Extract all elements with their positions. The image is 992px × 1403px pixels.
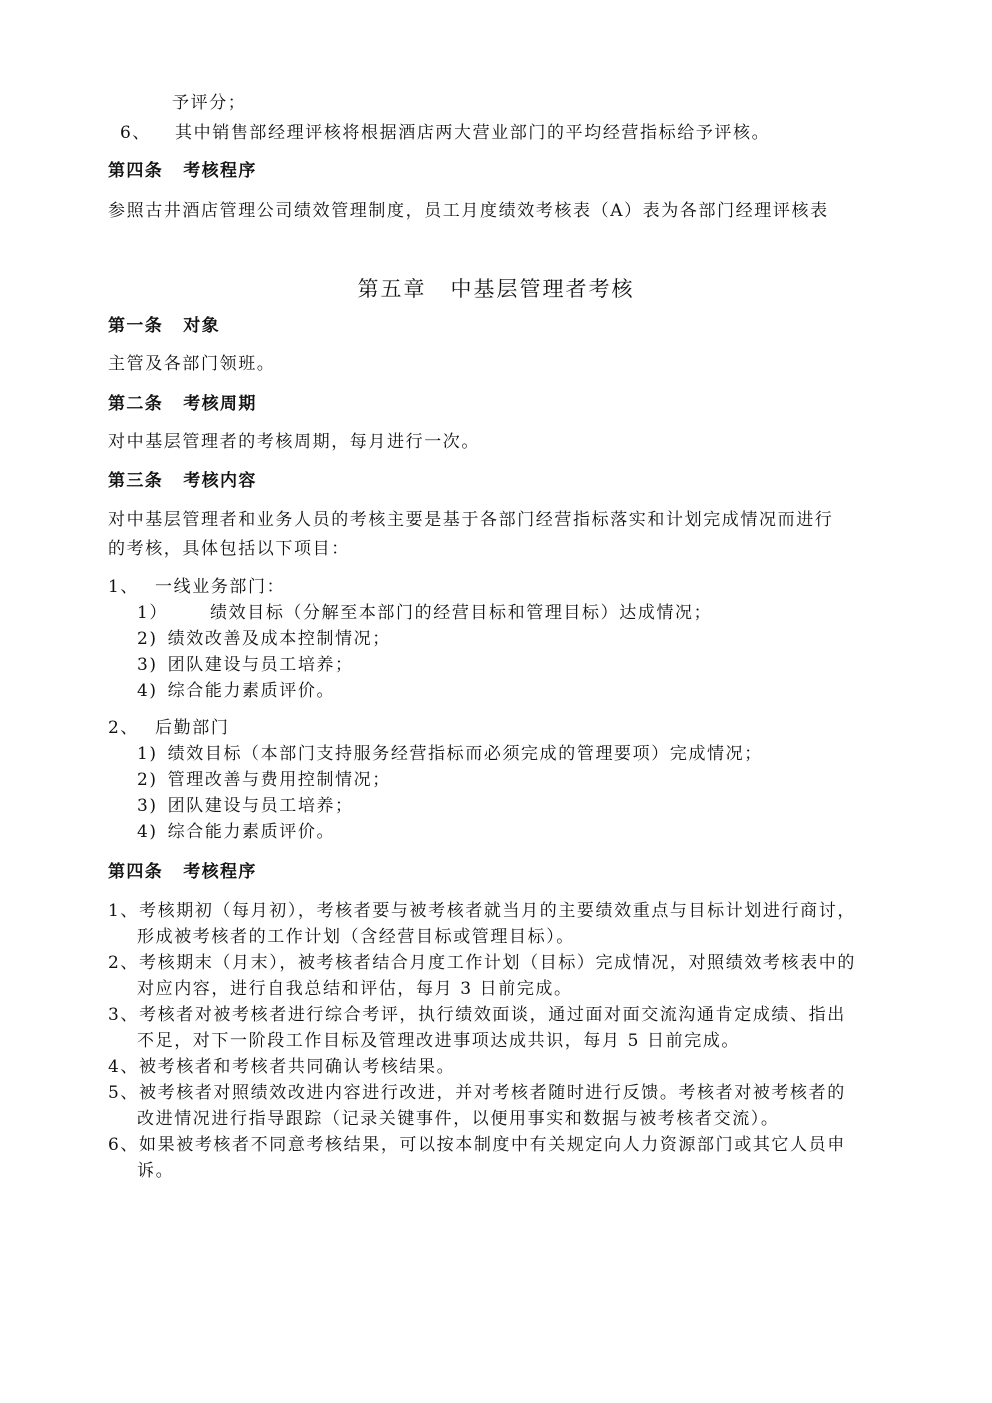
group-number: 1、 bbox=[108, 577, 140, 597]
article-title: 考核程序 bbox=[183, 161, 257, 181]
step-number: 2、 bbox=[108, 953, 140, 973]
list-item bbox=[137, 654, 354, 676]
step-number: 4、 bbox=[108, 1057, 140, 1077]
paragraph: 主管及各部门领班。 bbox=[108, 354, 276, 374]
list-item-text: 团队建设与员工培养； bbox=[167, 796, 354, 816]
list-item-number: 3) bbox=[137, 655, 158, 675]
group-heading bbox=[108, 576, 285, 598]
group-heading bbox=[108, 717, 229, 739]
step-text: 如果被考核者不同意考核结果，可以按本制度中有关规定向人力资源部门或其它人员申 bbox=[139, 1135, 846, 1155]
group-number: 2、 bbox=[108, 718, 140, 738]
step-text: 被考核者和考核者共同确认考核结果。 bbox=[139, 1057, 456, 1077]
step-item bbox=[108, 952, 856, 974]
step-text-cont: 改进情况进行指导跟踪（记录关键事件，以便用事实和数据与被考核者交流）。 bbox=[137, 1109, 780, 1129]
article-number: 第一条 bbox=[108, 316, 164, 336]
list-item bbox=[137, 680, 335, 702]
step-text: 考核期初（每月初），考核者要与被考核者就当月的主要绩效重点与目标计划进行商讨， bbox=[139, 901, 856, 921]
list-item-text: 绩效目标（本部门支持服务经营指标而必须完成的管理要项）完成情况； bbox=[167, 744, 763, 764]
list-item-number: 2) bbox=[137, 629, 158, 649]
step-number: 1、 bbox=[108, 901, 140, 921]
list-item bbox=[137, 743, 763, 765]
article-title: 对象 bbox=[183, 316, 221, 336]
step-text-cont: 诉。 bbox=[137, 1161, 175, 1181]
chapter-number: 第五章 bbox=[357, 277, 427, 301]
step-item bbox=[108, 1082, 846, 1104]
step-number: 5、 bbox=[108, 1083, 140, 1103]
list-item bbox=[137, 602, 712, 624]
article-heading bbox=[108, 470, 257, 492]
step-item bbox=[108, 900, 856, 922]
list-item bbox=[120, 122, 770, 144]
article-heading bbox=[108, 160, 257, 182]
group-label: 后勤部门 bbox=[155, 718, 230, 738]
paragraph-line: 对中基层管理者和业务人员的考核主要是基于各部门经营指标落实和计划完成情况而进行 bbox=[108, 510, 834, 530]
step-text-cont: 形成被考核者的工作计划（含经营目标或管理目标）。 bbox=[137, 927, 575, 947]
list-item-text: 其中销售部经理评核将根据酒店两大营业部门的平均经营指标给予评核。 bbox=[175, 123, 771, 143]
list-item bbox=[137, 821, 335, 843]
article-title: 考核周期 bbox=[183, 394, 257, 414]
list-item-text: 综合能力素质评价。 bbox=[167, 822, 336, 842]
article-number: 第四条 bbox=[108, 862, 164, 882]
step-item bbox=[108, 1134, 846, 1156]
paragraph: 对中基层管理者的考核周期，每月进行一次。 bbox=[108, 432, 480, 452]
list-item-text: 绩效目标（分解至本部门的经营目标和管理目标）达成情况； bbox=[210, 603, 713, 623]
paragraph-line: 的考核，具体包括以下项目： bbox=[108, 539, 350, 559]
step-number: 6、 bbox=[108, 1135, 140, 1155]
list-item bbox=[137, 769, 391, 791]
list-item-number: 2) bbox=[137, 770, 158, 790]
list-item-text: 绩效改善及成本控制情况； bbox=[167, 629, 391, 649]
list-item-text: 综合能力素质评价。 bbox=[167, 681, 336, 701]
list-item-number: 6、 bbox=[120, 123, 152, 143]
list-item-number: 1） bbox=[137, 603, 169, 623]
list-item-number: 4) bbox=[137, 681, 158, 701]
article-heading bbox=[108, 393, 257, 415]
article-heading bbox=[108, 861, 257, 883]
list-item-number: 4) bbox=[137, 822, 158, 842]
step-text: 考核期末（月末），被考核者结合月度工作计划（目标）完成情况，对照绩效考核表中的 bbox=[139, 953, 856, 973]
article-number: 第三条 bbox=[108, 471, 164, 491]
step-text-cont: 不足，对下一阶段工作目标及管理改进事项达成共识，每月 5 日前完成。 bbox=[137, 1031, 741, 1051]
step-item bbox=[108, 1004, 846, 1026]
list-item-text: 团队建设与员工培养； bbox=[167, 655, 354, 675]
article-number: 第二条 bbox=[108, 394, 164, 414]
step-number: 3、 bbox=[108, 1005, 140, 1025]
step-text: 被考核者对照绩效改进内容进行改进，并对考核者随时进行反馈。考核者对被考核者的 bbox=[139, 1083, 846, 1103]
step-item bbox=[108, 1056, 455, 1078]
chapter-heading bbox=[0, 275, 992, 303]
chapter-title: 中基层管理者考核 bbox=[450, 277, 635, 301]
step-text-cont: 对应内容，进行自我总结和评估，每月 3 日前完成。 bbox=[137, 979, 573, 999]
list-item bbox=[137, 795, 354, 817]
step-text: 考核者对被考核者进行综合考评，执行绩效面谈，通过面对面交流沟通肯定成绩、指出 bbox=[139, 1005, 846, 1025]
list-item-number: 1) bbox=[137, 744, 158, 764]
article-title: 考核内容 bbox=[183, 471, 257, 491]
continuation-text: 予评分； bbox=[172, 93, 247, 113]
list-item-text: 管理改善与费用控制情况； bbox=[167, 770, 391, 790]
article-title: 考核程序 bbox=[183, 862, 257, 882]
paragraph: 参照古井酒店管理公司绩效管理制度，员工月度绩效考核表（A）表为各部门经理评核表 bbox=[108, 201, 829, 221]
article-heading bbox=[108, 315, 220, 337]
group-label: 一线业务部门： bbox=[155, 577, 286, 597]
list-item-number: 3) bbox=[137, 796, 158, 816]
article-number: 第四条 bbox=[108, 161, 164, 181]
list-item bbox=[137, 628, 391, 650]
